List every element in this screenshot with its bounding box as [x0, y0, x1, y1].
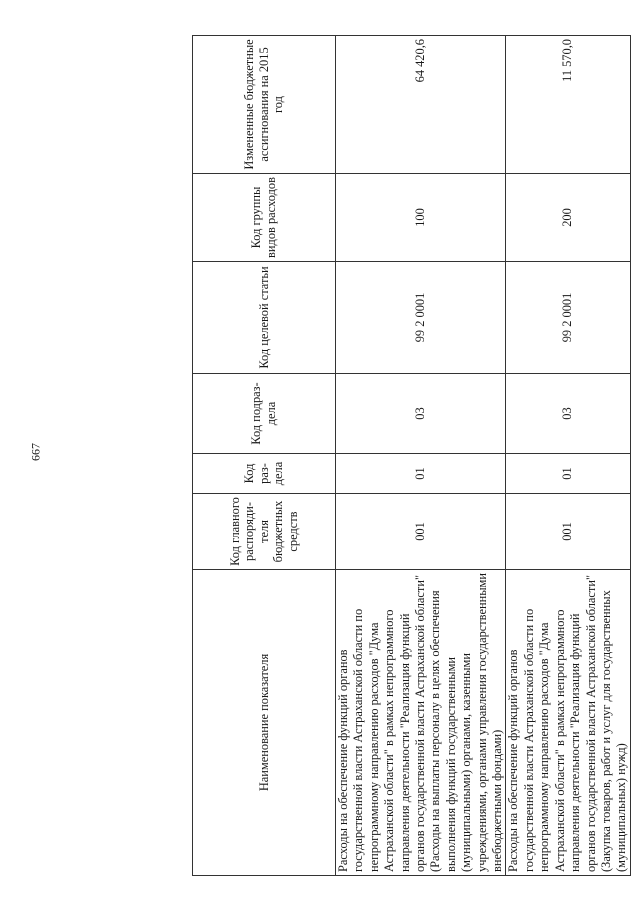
header-target-item-code: Код целевой статьи	[193, 262, 336, 374]
table-row	[336, 36, 506, 876]
budget-allocations-table	[192, 35, 631, 876]
row-main-manager-code: 001	[336, 494, 506, 570]
table-row	[506, 36, 630, 876]
header-expense-group-code: Код группы видов расходов	[193, 174, 336, 262]
row-target-item-code: 99 2 0001	[506, 262, 630, 374]
header-changed-allocations: Измененные бюджетные ассигнования на 2015 год	[193, 36, 336, 174]
row-indicator-name: Расходы на обеспечение функций органов государственной власти Астраханской области по непрограммному направлению расходов "Дума Астраханской области" в рамках непрограммного направления деятельности "Реализация функций органов государственной власти Астраханской области" (Закупка товаров, работ и услуг для государственных (муниципальных) нужд)	[506, 570, 630, 876]
header-indicator-name: Наименование показателя	[193, 570, 336, 876]
row-amount: 64 420,6	[336, 36, 506, 174]
table-header-row	[193, 36, 336, 876]
header-subsection-code: Код подраз-дела	[193, 374, 336, 454]
row-subsection-code: 03	[336, 374, 506, 454]
row-target-item-code: 99 2 0001	[336, 262, 506, 374]
header-main-manager-code: Код главного распоряди-теля бюджетных средств	[193, 494, 336, 570]
row-expense-group-code: 200	[506, 174, 630, 262]
row-amount: 11 570,0	[506, 36, 630, 174]
rotated-table-wrapper	[192, 36, 629, 876]
row-subsection-code: 03	[506, 374, 630, 454]
row-section-code: 01	[506, 454, 630, 494]
page-number: 667	[28, 443, 43, 461]
row-expense-group-code: 100	[336, 174, 506, 262]
row-main-manager-code: 001	[506, 494, 630, 570]
header-section-code: Код раз-дела	[193, 454, 336, 494]
row-indicator-name: Расходы на обеспечение функций органов государственной власти Астраханской области по непрограммному направлению расходов "Дума Астраханской области" в рамках непрограммного направления деятельности "Реализация функций органов государственной власти Астраханской области" (Расходы на выплаты персоналу в целях обеспечения выполнения функций государственными (муниципальными) органами, казенными учреждениями, органами управления государственными внебюджетными фондами)	[336, 570, 506, 876]
row-section-code: 01	[336, 454, 506, 494]
